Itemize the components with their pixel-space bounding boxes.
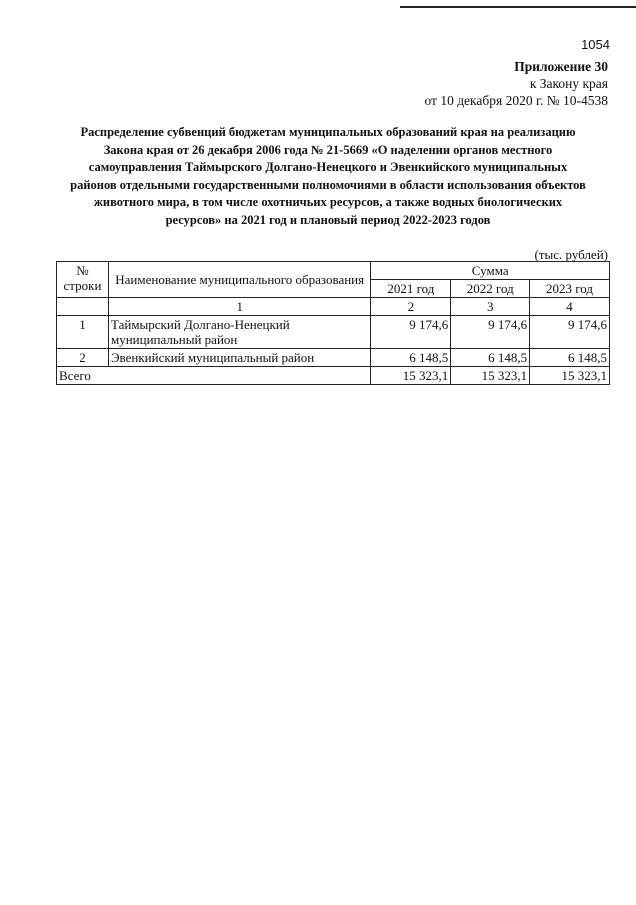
total-value-2022: 15 323,1 bbox=[451, 367, 530, 385]
title-line: Распределение субвенций бюджетам муниципальных образований края на реализацию bbox=[80, 125, 576, 139]
total-row bbox=[57, 367, 610, 385]
header-row bbox=[57, 262, 610, 280]
column-number: 3 bbox=[451, 298, 530, 316]
row-name-line: муниципальный район bbox=[110, 332, 238, 347]
row-value-2022: 9 174,6 bbox=[451, 316, 530, 349]
header-num-label: строки bbox=[63, 278, 102, 293]
total-label: Всего bbox=[57, 367, 371, 385]
appendix-law-ref: к Закону края bbox=[529, 76, 608, 91]
appendix-date: от 10 декабря 2020 г. № 10-4538 bbox=[424, 93, 608, 108]
column-number-row bbox=[57, 298, 610, 316]
header-sum: Сумма bbox=[371, 262, 610, 280]
title-line: Закона края от 26 декабря 2006 года № 21-5669 «О наделении органов местного bbox=[103, 142, 553, 157]
header-num-symbol: № bbox=[76, 263, 89, 278]
column-number: 2 bbox=[371, 298, 451, 316]
subvention-table bbox=[56, 261, 610, 385]
row-value-2023: 6 148,5 bbox=[530, 349, 610, 367]
row-num: 2 bbox=[57, 349, 109, 367]
column-number: 4 bbox=[530, 298, 610, 316]
row-value-2021: 9 174,6 bbox=[371, 316, 451, 349]
row-name-line: Таймырский Долгано-Ненецкий bbox=[110, 317, 290, 332]
page-number: 1054 bbox=[581, 37, 610, 52]
title-line: районов отдельными государственными полномочиями в области использования объектов bbox=[70, 177, 586, 192]
header-year-2022: 2022 год bbox=[451, 280, 530, 298]
row-value-2022: 6 148,5 bbox=[451, 349, 530, 367]
row-value-2021: 6 148,5 bbox=[371, 349, 451, 367]
column-number: 1 bbox=[108, 298, 370, 316]
table-row bbox=[57, 349, 610, 367]
top-rule bbox=[400, 6, 636, 8]
title-line: животного мира, в том числе охотничьих ресурсов, а также водных биологических bbox=[93, 195, 563, 210]
appendix-block bbox=[424, 58, 608, 109]
row-name: Эвенкийский муниципальный район bbox=[108, 349, 370, 367]
total-value-2021: 15 323,1 bbox=[371, 367, 451, 385]
header-year-2021: 2021 год bbox=[371, 280, 451, 298]
title-line: самоуправления Таймырского Долгано-Ненецкого и Эвенкийского муниципальных bbox=[88, 160, 568, 175]
total-value-2023: 15 323,1 bbox=[530, 367, 610, 385]
header-year-2023: 2023 год bbox=[530, 280, 610, 298]
document-title bbox=[62, 124, 594, 230]
title-line: ресурсов» на 2021 год и плановый период 2022-2023 годов bbox=[165, 212, 491, 227]
row-name bbox=[108, 316, 370, 349]
header-name: Наименование муниципального образования bbox=[108, 262, 370, 298]
column-number-empty bbox=[57, 298, 109, 316]
table-row bbox=[57, 316, 610, 349]
units-label: (тыс. рублей) bbox=[534, 247, 608, 262]
header-num bbox=[57, 262, 109, 298]
appendix-title: Приложение 30 bbox=[514, 59, 608, 74]
row-num: 1 bbox=[57, 316, 109, 349]
row-value-2023: 9 174,6 bbox=[530, 316, 610, 349]
